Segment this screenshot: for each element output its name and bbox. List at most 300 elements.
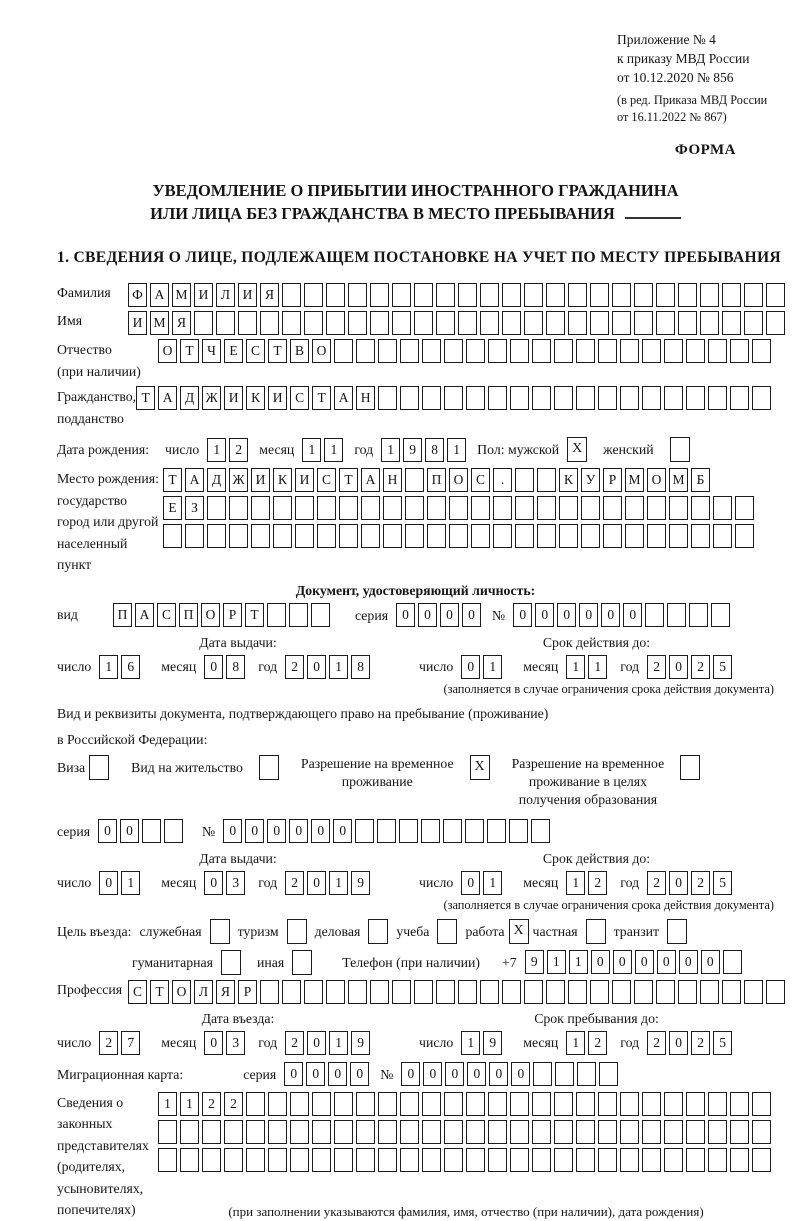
char-cell[interactable]: 0 — [440, 603, 459, 627]
char-cell[interactable] — [766, 311, 785, 335]
char-cell[interactable]: А — [158, 386, 177, 410]
char-cell[interactable]: 0 — [333, 819, 352, 843]
entry-year-cells[interactable] — [285, 1031, 373, 1055]
char-cell[interactable] — [444, 1092, 463, 1116]
char-cell[interactable] — [312, 1148, 331, 1172]
char-cell[interactable]: 0 — [467, 1062, 486, 1086]
char-cell[interactable] — [581, 496, 600, 520]
char-cell[interactable] — [744, 283, 763, 307]
char-cell[interactable] — [480, 980, 499, 1004]
purpose-study-checkbox[interactable] — [437, 919, 457, 944]
profession-cells[interactable] — [128, 980, 788, 1004]
birth-place-cells-row2[interactable] — [163, 496, 757, 520]
char-cell[interactable] — [689, 603, 708, 627]
char-cell[interactable] — [295, 496, 314, 520]
purpose-transit-checkbox[interactable] — [667, 919, 687, 944]
char-cell[interactable] — [361, 496, 380, 520]
char-cell[interactable]: 1 — [447, 438, 466, 462]
char-cell[interactable] — [348, 311, 367, 335]
char-cell[interactable]: И — [224, 386, 243, 410]
char-cell[interactable]: 2 — [647, 871, 666, 895]
char-cell[interactable] — [334, 1092, 353, 1116]
char-cell[interactable]: И — [295, 468, 314, 492]
char-cell[interactable] — [158, 1148, 177, 1172]
char-cell[interactable]: С — [471, 468, 490, 492]
char-cell[interactable] — [427, 496, 446, 520]
char-cell[interactable]: О — [172, 980, 191, 1004]
char-cell[interactable] — [634, 283, 653, 307]
char-cell[interactable] — [515, 496, 534, 520]
migration-series-cells[interactable] — [284, 1062, 372, 1086]
char-cell[interactable] — [142, 819, 161, 843]
char-cell[interactable] — [642, 1148, 661, 1172]
char-cell[interactable]: К — [273, 468, 292, 492]
char-cell[interactable]: Ж — [229, 468, 248, 492]
char-cell[interactable] — [532, 1120, 551, 1144]
char-cell[interactable]: О — [201, 603, 220, 627]
char-cell[interactable]: 0 — [462, 603, 481, 627]
char-cell[interactable] — [752, 1092, 771, 1116]
char-cell[interactable] — [642, 386, 661, 410]
char-cell[interactable] — [559, 496, 578, 520]
char-cell[interactable] — [392, 980, 411, 1004]
char-cell[interactable]: А — [361, 468, 380, 492]
char-cell[interactable] — [612, 311, 631, 335]
char-cell[interactable] — [370, 980, 389, 1004]
char-cell[interactable] — [422, 339, 441, 363]
char-cell[interactable]: 0 — [396, 603, 415, 627]
migration-number-cells[interactable] — [401, 1062, 621, 1086]
char-cell[interactable] — [383, 524, 402, 548]
char-cell[interactable] — [180, 1120, 199, 1144]
char-cell[interactable] — [295, 524, 314, 548]
char-cell[interactable] — [356, 1092, 375, 1116]
char-cell[interactable]: К — [559, 468, 578, 492]
char-cell[interactable]: 8 — [226, 655, 245, 679]
sex-male-checkbox[interactable]: X — [567, 437, 587, 462]
char-cell[interactable] — [164, 819, 183, 843]
char-cell[interactable] — [436, 283, 455, 307]
char-cell[interactable] — [414, 980, 433, 1004]
char-cell[interactable]: 2 — [285, 655, 304, 679]
char-cell[interactable] — [711, 603, 730, 627]
char-cell[interactable] — [700, 311, 719, 335]
char-cell[interactable]: Р — [603, 468, 622, 492]
char-cell[interactable] — [405, 496, 424, 520]
char-cell[interactable]: А — [185, 468, 204, 492]
char-cell[interactable] — [466, 386, 485, 410]
char-cell[interactable]: 0 — [307, 871, 326, 895]
char-cell[interactable] — [554, 386, 573, 410]
char-cell[interactable] — [700, 283, 719, 307]
char-cell[interactable] — [612, 283, 631, 307]
char-cell[interactable] — [268, 1092, 287, 1116]
char-cell[interactable] — [510, 1092, 529, 1116]
char-cell[interactable] — [735, 524, 754, 548]
char-cell[interactable] — [334, 1120, 353, 1144]
char-cell[interactable]: 2 — [588, 871, 607, 895]
char-cell[interactable] — [598, 1092, 617, 1116]
char-cell[interactable] — [383, 496, 402, 520]
char-cell[interactable] — [730, 1148, 749, 1172]
char-cell[interactable]: С — [246, 339, 265, 363]
char-cell[interactable]: 0 — [623, 603, 642, 627]
char-cell[interactable] — [686, 1148, 705, 1172]
char-cell[interactable] — [414, 283, 433, 307]
char-cell[interactable] — [686, 339, 705, 363]
char-cell[interactable] — [400, 386, 419, 410]
char-cell[interactable] — [647, 496, 666, 520]
char-cell[interactable]: 2 — [99, 1031, 118, 1055]
char-cell[interactable] — [414, 311, 433, 335]
char-cell[interactable] — [465, 819, 484, 843]
char-cell[interactable]: К — [246, 386, 265, 410]
char-cell[interactable]: 0 — [445, 1062, 464, 1086]
char-cell[interactable]: С — [157, 603, 176, 627]
char-cell[interactable]: 5 — [713, 655, 732, 679]
entry-month-cells[interactable] — [204, 1031, 248, 1055]
char-cell[interactable]: 7 — [121, 1031, 140, 1055]
char-cell[interactable] — [515, 468, 534, 492]
char-cell[interactable]: 0 — [204, 1031, 223, 1055]
char-cell[interactable] — [524, 980, 543, 1004]
purpose-work-checkbox[interactable]: X — [509, 919, 529, 944]
char-cell[interactable] — [163, 524, 182, 548]
char-cell[interactable] — [378, 339, 397, 363]
char-cell[interactable] — [356, 339, 375, 363]
char-cell[interactable]: 0 — [557, 603, 576, 627]
char-cell[interactable]: 3 — [226, 1031, 245, 1055]
char-cell[interactable] — [691, 524, 710, 548]
char-cell[interactable] — [598, 1148, 617, 1172]
char-cell[interactable] — [444, 1148, 463, 1172]
char-cell[interactable] — [400, 1092, 419, 1116]
char-cell[interactable]: 0 — [489, 1062, 508, 1086]
identity-expiry-month-cells[interactable] — [566, 655, 610, 679]
char-cell[interactable] — [537, 524, 556, 548]
char-cell[interactable] — [326, 283, 345, 307]
char-cell[interactable] — [664, 1120, 683, 1144]
char-cell[interactable] — [625, 524, 644, 548]
char-cell[interactable] — [282, 980, 301, 1004]
char-cell[interactable]: 0 — [579, 603, 598, 627]
char-cell[interactable]: 1 — [207, 438, 226, 462]
char-cell[interactable] — [642, 1120, 661, 1144]
char-cell[interactable]: 0 — [306, 1062, 325, 1086]
char-cell[interactable] — [185, 524, 204, 548]
char-cell[interactable] — [667, 603, 686, 627]
char-cell[interactable] — [576, 1148, 595, 1172]
char-cell[interactable] — [590, 980, 609, 1004]
char-cell[interactable]: 1 — [569, 950, 588, 974]
char-cell[interactable]: М — [150, 311, 169, 335]
char-cell[interactable]: 8 — [351, 655, 370, 679]
char-cell[interactable] — [158, 1120, 177, 1144]
char-cell[interactable] — [444, 339, 463, 363]
char-cell[interactable]: 0 — [223, 819, 242, 843]
char-cell[interactable]: М — [669, 468, 688, 492]
char-cell[interactable]: И — [194, 283, 213, 307]
char-cell[interactable] — [678, 283, 697, 307]
char-cell[interactable] — [392, 311, 411, 335]
char-cell[interactable]: 1 — [329, 871, 348, 895]
residence-series-cells[interactable] — [98, 819, 186, 843]
char-cell[interactable]: А — [150, 283, 169, 307]
char-cell[interactable] — [348, 283, 367, 307]
char-cell[interactable]: 6 — [121, 655, 140, 679]
char-cell[interactable] — [273, 496, 292, 520]
char-cell[interactable]: 1 — [324, 438, 343, 462]
char-cell[interactable] — [488, 1092, 507, 1116]
char-cell[interactable]: 8 — [425, 438, 444, 462]
char-cell[interactable] — [268, 1120, 287, 1144]
char-cell[interactable]: 1 — [329, 655, 348, 679]
residence-expiry-day-cells[interactable] — [461, 871, 505, 895]
stay-day-cells[interactable] — [461, 1031, 505, 1055]
char-cell[interactable]: 0 — [245, 819, 264, 843]
char-cell[interactable] — [449, 524, 468, 548]
char-cell[interactable]: Т — [339, 468, 358, 492]
char-cell[interactable] — [304, 283, 323, 307]
char-cell[interactable] — [400, 1148, 419, 1172]
char-cell[interactable] — [533, 1062, 552, 1086]
purpose-private-checkbox[interactable] — [586, 919, 606, 944]
char-cell[interactable] — [664, 1092, 683, 1116]
char-cell[interactable]: 1 — [566, 1031, 585, 1055]
char-cell[interactable] — [722, 311, 741, 335]
char-cell[interactable]: 1 — [566, 871, 585, 895]
char-cell[interactable] — [656, 283, 675, 307]
char-cell[interactable] — [669, 524, 688, 548]
residence-issue-day-cells[interactable] — [99, 871, 143, 895]
char-cell[interactable] — [678, 980, 697, 1004]
char-cell[interactable] — [180, 1148, 199, 1172]
char-cell[interactable]: 0 — [328, 1062, 347, 1086]
char-cell[interactable] — [510, 386, 529, 410]
char-cell[interactable] — [378, 386, 397, 410]
char-cell[interactable] — [260, 311, 279, 335]
char-cell[interactable] — [713, 496, 732, 520]
char-cell[interactable] — [576, 386, 595, 410]
purpose-official-checkbox[interactable] — [210, 919, 230, 944]
char-cell[interactable] — [273, 524, 292, 548]
char-cell[interactable] — [645, 603, 664, 627]
char-cell[interactable] — [723, 950, 742, 974]
char-cell[interactable]: М — [625, 468, 644, 492]
char-cell[interactable]: 9 — [525, 950, 544, 974]
char-cell[interactable]: В — [290, 339, 309, 363]
char-cell[interactable] — [400, 339, 419, 363]
char-cell[interactable]: 0 — [350, 1062, 369, 1086]
char-cell[interactable] — [708, 1120, 727, 1144]
char-cell[interactable] — [378, 1148, 397, 1172]
char-cell[interactable] — [229, 524, 248, 548]
char-cell[interactable] — [752, 1120, 771, 1144]
purpose-other-checkbox[interactable] — [292, 950, 312, 975]
char-cell[interactable]: . — [493, 468, 512, 492]
char-cell[interactable] — [554, 1120, 573, 1144]
char-cell[interactable]: 0 — [401, 1062, 420, 1086]
birth-day-cells[interactable] — [207, 438, 251, 462]
char-cell[interactable] — [581, 524, 600, 548]
char-cell[interactable]: 1 — [381, 438, 400, 462]
char-cell[interactable] — [449, 496, 468, 520]
char-cell[interactable]: 0 — [461, 655, 480, 679]
char-cell[interactable] — [471, 524, 490, 548]
char-cell[interactable]: Т — [163, 468, 182, 492]
char-cell[interactable] — [466, 1148, 485, 1172]
char-cell[interactable] — [378, 1092, 397, 1116]
identity-issue-month-cells[interactable] — [204, 655, 248, 679]
birth-place-cells-row1[interactable] — [163, 468, 757, 492]
char-cell[interactable] — [510, 339, 529, 363]
char-cell[interactable] — [361, 524, 380, 548]
char-cell[interactable] — [268, 1148, 287, 1172]
char-cell[interactable]: 1 — [483, 871, 502, 895]
char-cell[interactable] — [554, 1148, 573, 1172]
char-cell[interactable] — [620, 1148, 639, 1172]
char-cell[interactable] — [317, 524, 336, 548]
stay-month-cells[interactable] — [566, 1031, 610, 1055]
char-cell[interactable] — [246, 1148, 265, 1172]
char-cell[interactable] — [598, 386, 617, 410]
char-cell[interactable] — [444, 1120, 463, 1144]
char-cell[interactable]: Б — [691, 468, 710, 492]
char-cell[interactable]: С — [128, 980, 147, 1004]
char-cell[interactable] — [282, 311, 301, 335]
char-cell[interactable] — [713, 524, 732, 548]
doc-type-cells[interactable] — [113, 603, 333, 627]
char-cell[interactable]: 0 — [613, 950, 632, 974]
char-cell[interactable]: О — [158, 339, 177, 363]
char-cell[interactable] — [317, 496, 336, 520]
char-cell[interactable] — [537, 496, 556, 520]
char-cell[interactable] — [590, 283, 609, 307]
char-cell[interactable]: 0 — [679, 950, 698, 974]
char-cell[interactable]: 0 — [513, 603, 532, 627]
stay-year-cells[interactable] — [647, 1031, 735, 1055]
char-cell[interactable] — [678, 311, 697, 335]
char-cell[interactable] — [377, 819, 396, 843]
char-cell[interactable]: 0 — [669, 655, 688, 679]
char-cell[interactable]: 1 — [158, 1092, 177, 1116]
char-cell[interactable] — [471, 496, 490, 520]
char-cell[interactable]: 3 — [226, 871, 245, 895]
char-cell[interactable] — [488, 1148, 507, 1172]
char-cell[interactable] — [634, 311, 653, 335]
char-cell[interactable] — [339, 524, 358, 548]
char-cell[interactable]: Н — [356, 386, 375, 410]
char-cell[interactable]: 0 — [284, 1062, 303, 1086]
entry-day-cells[interactable] — [99, 1031, 143, 1055]
char-cell[interactable] — [488, 1120, 507, 1144]
char-cell[interactable] — [708, 386, 727, 410]
identity-issue-year-cells[interactable] — [285, 655, 373, 679]
char-cell[interactable]: П — [427, 468, 446, 492]
given-name-cells[interactable] — [128, 311, 788, 335]
char-cell[interactable] — [502, 980, 521, 1004]
char-cell[interactable]: С — [317, 468, 336, 492]
purpose-humanitarian-checkbox[interactable] — [221, 950, 241, 975]
char-cell[interactable]: 1 — [329, 1031, 348, 1055]
char-cell[interactable]: Л — [194, 980, 213, 1004]
char-cell[interactable] — [686, 386, 705, 410]
char-cell[interactable] — [510, 1120, 529, 1144]
char-cell[interactable]: 0 — [204, 655, 223, 679]
char-cell[interactable]: Т — [180, 339, 199, 363]
char-cell[interactable]: О — [449, 468, 468, 492]
char-cell[interactable]: Я — [216, 980, 235, 1004]
char-cell[interactable] — [334, 1148, 353, 1172]
char-cell[interactable] — [224, 1120, 243, 1144]
char-cell[interactable] — [370, 283, 389, 307]
char-cell[interactable] — [642, 1092, 661, 1116]
char-cell[interactable] — [246, 1120, 265, 1144]
char-cell[interactable] — [576, 1120, 595, 1144]
char-cell[interactable] — [229, 496, 248, 520]
char-cell[interactable]: 0 — [535, 603, 554, 627]
char-cell[interactable] — [290, 1120, 309, 1144]
residence-number-cells[interactable] — [223, 819, 553, 843]
char-cell[interactable] — [532, 1148, 551, 1172]
char-cell[interactable] — [422, 386, 441, 410]
char-cell[interactable]: Д — [180, 386, 199, 410]
char-cell[interactable] — [700, 980, 719, 1004]
char-cell[interactable]: П — [113, 603, 132, 627]
char-cell[interactable] — [590, 311, 609, 335]
char-cell[interactable]: Ч — [202, 339, 221, 363]
char-cell[interactable]: 2 — [202, 1092, 221, 1116]
char-cell[interactable] — [515, 524, 534, 548]
char-cell[interactable] — [356, 1148, 375, 1172]
char-cell[interactable]: И — [128, 311, 147, 335]
char-cell[interactable] — [312, 1120, 331, 1144]
char-cell[interactable] — [634, 980, 653, 1004]
char-cell[interactable] — [744, 311, 763, 335]
char-cell[interactable] — [708, 339, 727, 363]
char-cell[interactable] — [422, 1092, 441, 1116]
char-cell[interactable]: Я — [260, 283, 279, 307]
char-cell[interactable] — [603, 524, 622, 548]
char-cell[interactable]: 0 — [307, 655, 326, 679]
char-cell[interactable] — [290, 1092, 309, 1116]
char-cell[interactable]: Ф — [128, 283, 147, 307]
char-cell[interactable]: 0 — [99, 871, 118, 895]
char-cell[interactable] — [686, 1092, 705, 1116]
char-cell[interactable] — [509, 819, 528, 843]
char-cell[interactable] — [568, 311, 587, 335]
char-cell[interactable]: 0 — [204, 871, 223, 895]
char-cell[interactable] — [251, 496, 270, 520]
char-cell[interactable] — [568, 980, 587, 1004]
char-cell[interactable]: О — [312, 339, 331, 363]
char-cell[interactable] — [444, 386, 463, 410]
char-cell[interactable] — [752, 1148, 771, 1172]
char-cell[interactable] — [625, 496, 644, 520]
char-cell[interactable] — [708, 1092, 727, 1116]
char-cell[interactable]: Т — [245, 603, 264, 627]
char-cell[interactable] — [392, 283, 411, 307]
char-cell[interactable] — [458, 980, 477, 1004]
purpose-tourism-checkbox[interactable] — [287, 919, 307, 944]
char-cell[interactable] — [246, 1092, 265, 1116]
char-cell[interactable]: 0 — [591, 950, 610, 974]
char-cell[interactable]: 0 — [635, 950, 654, 974]
char-cell[interactable] — [238, 311, 257, 335]
char-cell[interactable] — [290, 1148, 309, 1172]
temp-permit-edu-checkbox[interactable] — [680, 755, 700, 780]
char-cell[interactable] — [326, 980, 345, 1004]
